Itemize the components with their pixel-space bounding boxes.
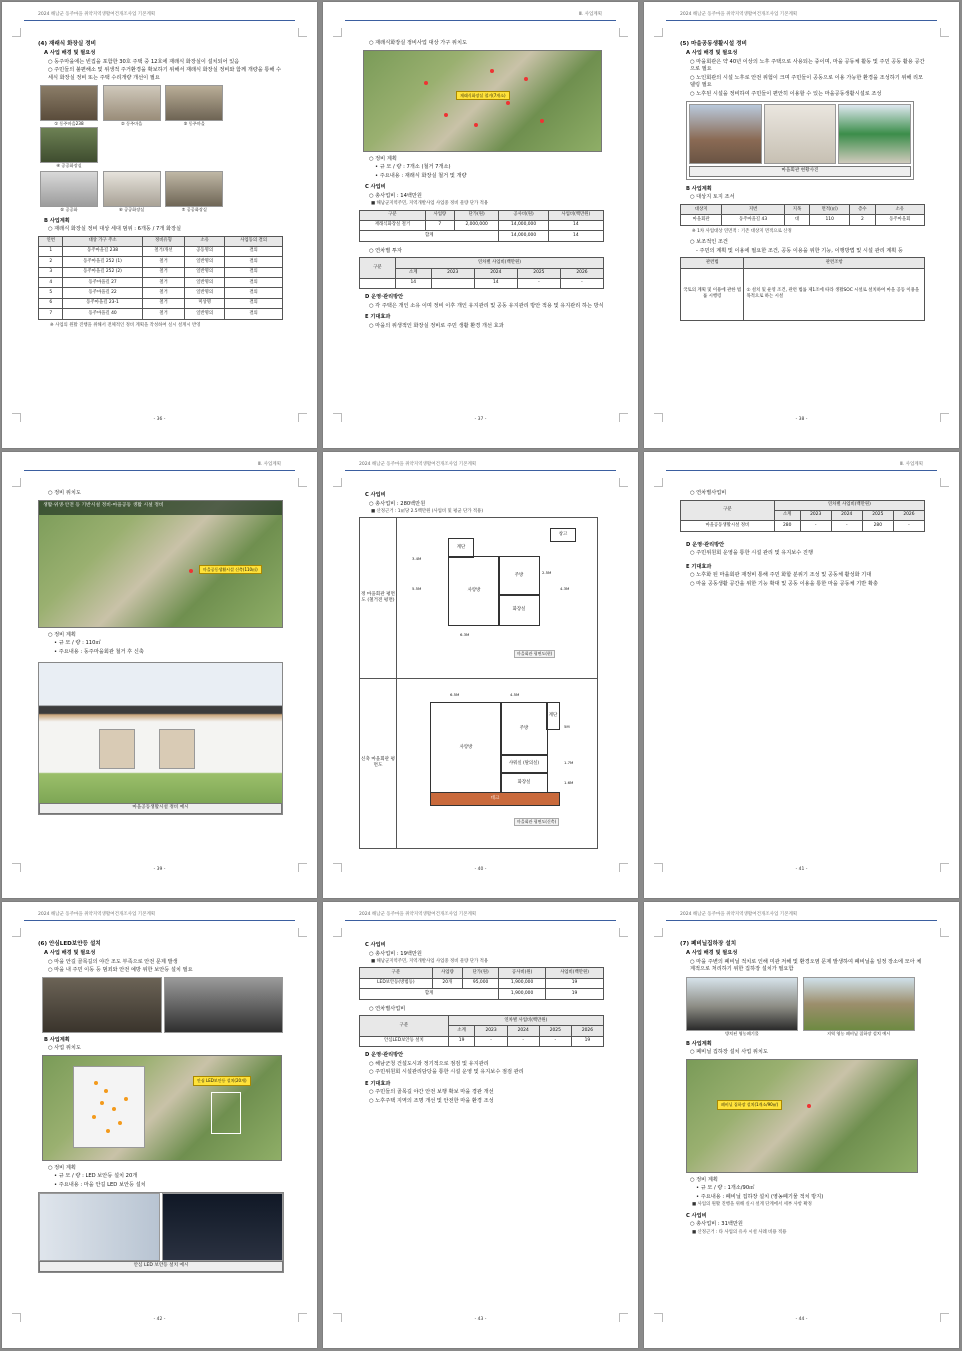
paragraph: ○ 연차별사업비 — [369, 1005, 406, 1012]
paragraph: • 주요내용 : 동주마을회관 철거 후 신축 — [54, 648, 144, 655]
table-row: 5 동주마을길 22 철거 일반명의 결의 — [39, 288, 283, 298]
page-40 — [323, 452, 638, 898]
photo: ⑦ 공공화장실 — [165, 171, 223, 213]
header-title: 2024 해남군 동주마을 취약지역생활여건개조사업 기본계획 — [359, 462, 477, 467]
map-label: 폐비닐 집하장 설치(1개소/90㎡) — [717, 1100, 782, 1110]
header-title: 2024 해남군 동주마을 취약지역생활여건개조사업 기본계획 — [359, 912, 477, 917]
aerial-map — [42, 1055, 282, 1161]
room: 샤워실 (탈의실) — [500, 754, 548, 774]
plan-caption: 마을회관 평면도(신축) — [514, 818, 559, 826]
photo: ② 동주마을 — [103, 85, 161, 127]
year-table: 구분 연차별 사업비(백만원) 소계 2023 2024 2025 2026 14 14 - - — [359, 257, 604, 289]
paragraph: ○ 마을의 위생적인 화장실 정비로 주민 생활 환경 개선 효과 — [369, 322, 504, 329]
photo: 지역 영농 폐비닐 집하장 설치 예시 — [803, 977, 915, 1037]
room: 화장실 — [500, 772, 548, 794]
section-title: (5) 마을공동생활시설 정비 — [680, 41, 747, 47]
subsection-title: E 기대효과 — [686, 563, 712, 570]
image-caption: 마을공동생활시설 정비 예시 — [39, 803, 282, 814]
page-number: - 36 - — [153, 417, 166, 422]
room: 데크 — [430, 792, 560, 806]
subsection-title: D 운영·관리방안 — [686, 541, 725, 548]
paragraph: ○ 각 주택은 개인 소유 이며 정비 이후 개인 유지관리 및 공동 유지관리 방안 적용 및 유지관리 하는 방식 — [369, 302, 604, 309]
paragraph: ○ 해남군청 건설도시과 정기적으로 점검 및 유지관리 — [369, 1060, 489, 1067]
subsection-title: A 사업 배경 및 필요성 — [44, 50, 96, 57]
header-section: Ⅲ. 사업계획 — [899, 462, 923, 467]
map-label: 재래식화장실 철거(7개소) — [456, 91, 510, 101]
room: 계단 — [546, 702, 560, 730]
note: ■ 해남군지역주민, 지역개발사업 사업중 정비 물량 단가 적용 — [371, 959, 489, 965]
page-number: - 37 - — [474, 417, 487, 422]
room: 주방 — [498, 556, 540, 596]
paragraph: ○ 사업 위치도 — [48, 1045, 81, 1052]
page-37 — [323, 2, 638, 448]
room: 사랑방 — [448, 556, 500, 626]
subsection-title: C 사업비 — [365, 492, 386, 498]
table-row: LED보안등(방범등) 20개 95,000 1,900,000 19 — [360, 978, 604, 988]
note: ※ 사업의 원활 진행을 위해서 전체적인 정비 계획을 작성하여 실시 설계시 반영 — [50, 322, 201, 328]
paragraph: ○ 노후화 된 마을회관 재정비 통해 주민 화합 분위기 조성 및 공동체 활성화 기대 — [690, 572, 872, 579]
photo: ③ 동주마을 — [165, 85, 223, 127]
target-table: 연번 대상 가구 주소 정비유형 소유 사업동의 결의 1 동주마을길 238 철거/개선 공동명의 결의 2 동주마을길 252 (1) 철거 일반명의 결의 3 동주마을길 252 (2) 철거 일반명의 결의 4 동주마을길 27 철거 일반명의 결의 5 동주마을길 22 철거 일반명의 결의 6 동주마을길 23-1 철거 미상명 결의 7 동주마을길 40 철거 일반명의 결의 — [38, 236, 283, 320]
table-row: 마을공동생활시설 정비 280 - - 280 - — [681, 521, 925, 531]
table-row: 합계 1,900,000 19 — [360, 989, 604, 999]
page-43 — [323, 902, 638, 1348]
page-number: - 39 - — [153, 867, 166, 872]
cost-table: 구분 사업량 단가(원) 공사비(원) 사업비(백만원) LED보안등(방범등) 20개 95,000 1,900,000 19 합계 1,900,000 19 — [359, 967, 604, 999]
paragraph: ○ 보조적인 조건 — [690, 239, 728, 246]
paragraph: ○ 마을 공동생활 공간을 위한 기능 확대 및 공동 이용을 통한 마을 공동체 기반 확충 — [690, 580, 878, 587]
subsection-title: C 사업비 — [365, 184, 386, 191]
paragraph: ○ 총사업비 : 31백만원 — [690, 1221, 743, 1228]
subsection-title: A 사업 배경 및 필요성 — [44, 950, 96, 957]
year-table: 구분 연차별 사업비(백만원) 소계 2023 2024 2025 2026 마을공동생활시설 정비 280 - - 280 - — [680, 500, 925, 532]
subsection-title: B 사업계획 — [44, 217, 70, 224]
subsection-title: D 운영·관리방안 — [365, 1052, 404, 1059]
paragraph: ○ 주민위원회 운영을 통한 시설 관리 및 유지보수 진행 — [690, 550, 813, 557]
paragraph: • 규 모 / 량 : LED 보안등 설치 20개 — [54, 1173, 138, 1180]
table-row: 재래식화장실 철거 7 2,000,000 14,000,000 14 — [360, 220, 604, 230]
note: ■ 산정근거 : 타 사업의 유사 시설 사례 비용 적용 — [692, 1229, 787, 1235]
subsection-title: A 사업 배경 및 필요성 — [686, 950, 738, 957]
paragraph: ○ 정비 계획 — [369, 155, 397, 162]
floorplan-table — [359, 517, 598, 849]
subsection-title: A 사업 배경 및 필요성 — [686, 50, 738, 57]
table-row: 2 동주마을길 252 (1) 철거 일반명의 결의 — [39, 257, 283, 267]
floor-plan-new: 사랑방 주방 화장실 샤워실 (탈의실) 계단 데크 6.5M 4.5M 5M 1.7M 1.6M 마을회관 평면도(신축) — [410, 688, 580, 840]
table-row: 마을회관 동주마을길 43 대 110 2 동주마을회 — [681, 215, 925, 225]
paragraph: ○ 노후된 시설을 정비하여 주민들이 편안히 이용할 수 있는 마을공동생활시설로 조성 — [690, 90, 882, 97]
room: 창고 — [550, 528, 576, 542]
paragraph: ○ 노후주택 지역의 조명 개선 및 안전한 마을 환경 조성 — [369, 1097, 494, 1104]
paragraph: ○ 재래식화장실 정비사업 대상 가구 위치도 — [369, 40, 467, 46]
room: 화장실 — [498, 594, 540, 626]
page-42 — [2, 902, 317, 1348]
paragraph: ○ 총사업비 : 19백만원 — [369, 950, 422, 957]
paragraph: ○ 노인회관의 시설 노후로 안전 위험이 크며 주민들이 공동으로 이용 가능한 환경을 조성하기 위해 리모델링 필요 — [690, 74, 924, 89]
table-row: 6 동주마을길 23-1 철거 미상명 결의 — [39, 298, 283, 308]
row-label: 정 마을회관 평면도 (철거전 평면) — [360, 518, 397, 679]
page-38 — [644, 2, 959, 448]
table-row: 7 동주마을길 40 철거 일반명의 결의 — [39, 309, 283, 319]
paragraph: - 주민의 계획 및 이용에 필요한 조건, 공동 이용을 위한 기능, 이행방법 및 시설 관리 계획 등 — [696, 247, 903, 254]
table-row: 3 동주마을길 252 (2) 철거 일반명의 결의 — [39, 267, 283, 277]
header-section: Ⅲ. 사업계획 — [578, 12, 602, 17]
paragraph: • 주요내용 : 재래식 화장실 철거 및 개량 — [375, 172, 467, 179]
note: ■ 산정근거 : 1㎡당 2.5백만원 (사업비 및 평균 단가 적용) — [371, 509, 484, 515]
aerial-map — [363, 50, 602, 152]
paragraph: ○ 동주마을에는 빈집을 포함한 30호 주택 중 12호에 재래식 화장실이 설치되어 있음 — [48, 58, 240, 65]
header-title: 2024 해남군 동주마을 취약지역생활여건개조사업 기본계획 — [680, 912, 798, 917]
paragraph: ○ 주민들의 골목길 야간 안전 보행 확보 마을 경관 개선 — [369, 1089, 494, 1096]
table-row: 1 동주마을길 238 철거/개선 공동명의 결의 — [39, 246, 283, 256]
photo: ① 동주마을238 — [40, 85, 98, 127]
subsection-title: B 사업계획 — [686, 1040, 712, 1047]
paragraph: ○ 마을 안길 골목길의 야간 조도 부족으로 안전 문제 발생 — [48, 958, 178, 965]
paragraph: ○ 정비 계획 — [48, 1164, 76, 1171]
paragraph: ○ 대상지 토지 조서 — [690, 194, 735, 201]
map-label: 마을공동생활시설 신축(110㎡) — [199, 565, 262, 575]
row-label: 신축 마을회관 평면도 — [360, 678, 397, 848]
table-row: 국토의 계획 및 이용에 관한 법률 시행령 ① 설치 및 운영 조건, 관련 법률 제1조에 따라 생활SOC 시설로 설치하여 마을 공동 이용을 목적으로 하는 시설 — [681, 268, 925, 320]
header-title: 2024 해남군 동주마을 취약지역생활여건개조사업 기본계획 — [38, 12, 156, 17]
page-41 — [644, 452, 959, 898]
subsection-title: B 사업계획 — [44, 1036, 70, 1043]
photo: ④ 공공화장실 — [40, 127, 98, 169]
subsection-title: E 기대효과 — [365, 314, 391, 321]
aerial-map — [38, 500, 283, 628]
aerial-map — [686, 1059, 918, 1173]
map-banner: 생활·위생·안전 등 기반시설 정비-마을공동 생활 시설 정비 — [39, 501, 282, 515]
paragraph: ○ 정비 계획 — [48, 631, 76, 638]
photo-group — [686, 101, 914, 180]
section-title: (4) 재래식 화장실 정비 — [38, 41, 97, 47]
page-number: - 42 - — [153, 1317, 166, 1322]
paragraph: ○ 연차별사업비 — [690, 490, 727, 496]
header-title: 2024 해남군 동주마을 취약지역생활여건개조사업 기본계획 — [38, 912, 156, 917]
subsection-title: E 기대효과 — [365, 1080, 391, 1087]
page-39 — [2, 452, 317, 898]
paragraph: ○ 정비 계획 — [690, 1176, 718, 1183]
paragraph: ○ 마을회관은 약 40년 이상의 노후 주택으로 사용되는 중이며, 마을 공동체 활동 및 주민 공동 활용 공간으로 필요 — [690, 58, 925, 73]
paragraph: ○ 마을 내 주민 이동 등 범죄와 안전 예방 위한 보안등 설치 필요 — [48, 967, 193, 974]
paragraph: ○ 주민들의 불편해소 및 위생적 주거환경을 확보하기 위해서 재래식 화장실 정비와 함께 개량을 통해 수세식 화장실 정비 또는 주택 수리개량 개선이 필요 — [48, 67, 282, 81]
page-number: - 44 - — [795, 1317, 808, 1322]
paragraph: ○ 주민위원회 시설관리담당을 통한 시설 운영 및 유지보수 점검 관리 — [369, 1069, 524, 1076]
paragraph: • 규 모 / 량 : 1개소/90㎡ — [696, 1185, 755, 1192]
subsection-title: D 운영·관리방안 — [365, 294, 404, 301]
paragraph: ○ 연차별 투자 — [369, 247, 402, 254]
page-number: - 38 - — [795, 417, 808, 422]
year-table: 구분 연차별 사업비(백만원) 소계 2023 2024 2025 2026 안심LED보안등 설치 19 - - - 19 — [359, 1015, 604, 1047]
paragraph: ○ 재래식 화장실 정비 대상 세대 범위 : 6개동 / 7개 화장실 — [48, 226, 181, 233]
photo-group — [38, 1192, 284, 1273]
room: 주방 — [500, 702, 548, 756]
paragraph: ○ 마을 주변의 폐비닐 적치로 인해 미관 저해 및 환경오염 문제 발생하여 폐비닐을 일정 장소에 모아 체계적으로 처리하기 위한 집하장 설치가 필요함 — [690, 958, 922, 973]
paragraph: ○ 정비 위치도 — [48, 490, 81, 496]
floor-plan-existing: 사랑방 주방 화장실 창고 계단 5.5M 3.4M 6.3M 4.3M 2.5M 마을회관 평면도(현) — [410, 526, 580, 668]
paragraph: • 주요내용 : 마을 안길 LED 보안등 설치 — [54, 1181, 146, 1188]
table-row: 4 동주마을길 27 철거 일반명의 결의 — [39, 278, 283, 288]
photo-caption: 마을회관 현황사진 — [689, 166, 911, 177]
photo: 방치된 영농폐기물 — [686, 977, 798, 1037]
photo: ⑤ 공공화 — [40, 171, 98, 213]
table-row: 합계 14,000,000 14 — [360, 231, 604, 241]
photo-group — [42, 977, 283, 1033]
section-title: (6) 안심LED보안등 설치 — [38, 941, 101, 947]
page-44 — [644, 902, 959, 1348]
plan-caption: 마을회관 평면도(현) — [514, 650, 555, 658]
photo: ⑥ 공공화장실 — [103, 171, 161, 213]
note: ■ 해남군지역주민, 지역개발사업 사업중 정비 물량 단가 적용 — [371, 201, 489, 207]
law-table: 관련법 관련조항 국토의 계획 및 이용에 관한 법률 시행령 ① 설치 및 운영 조건, 관련 법률 제1조에 따라 생활SOC 시설로 설치하여 마을 공동 이용을 목적으로 하는 시설 — [680, 257, 925, 320]
page-number: - 40 - — [474, 867, 487, 872]
note: ■ 사업의 원활 진행을 위해 실시 설계 단계에서 세부 사항 확정 — [692, 1202, 812, 1208]
note: ※ 1차 사업대상 연면적 : 기존 대상지 면적으로 산정 — [692, 228, 792, 234]
paragraph: ○ 총사업비 : 280백만원 — [369, 500, 426, 507]
render-image — [38, 662, 283, 815]
paragraph: ○ 총사업비 : 14백만원 — [369, 192, 422, 199]
section-title: (7) 폐비닐집하장 설치 — [680, 941, 737, 947]
subsection-title: B 사업계획 — [686, 185, 712, 192]
page-number: - 41 - — [795, 867, 808, 872]
subsection-title: C 사업비 — [365, 942, 386, 948]
paragraph: • 규 모 / 량 : 7개소 (철거 7개소) — [375, 164, 451, 171]
room: 계단 — [448, 538, 474, 558]
page-36 — [2, 2, 317, 448]
paragraph: • 주요내용 : 폐비닐 집하장 설치 (영농폐기물 적치 방지) — [696, 1193, 824, 1200]
paragraph: ○ 폐비닐 집하장 설치 사업 위치도 — [690, 1049, 768, 1056]
header-section: Ⅲ. 사업계획 — [257, 462, 281, 467]
subsection-title: C 사업비 — [686, 1212, 707, 1219]
table-row: 안심LED보안등 설치 19 - - - 19 — [360, 1036, 604, 1046]
table-row: 14 14 - - — [360, 278, 604, 288]
photo-caption: 안심 LED 보안등 설치 예시 — [39, 1261, 283, 1272]
header-title: 2024 해남군 동주마을 취약지역생활여건개조사업 기본계획 — [680, 12, 798, 17]
cost-table: 구분 사업량 단가(원) 공사비(원) 사업비(백만원) 재래식화장실 철거 7 2,000,000 14,000,000 14 합계 14,000,000 14 — [359, 210, 604, 242]
land-table: 대상지 지번 지목 면적(㎡) 층수 소유 마을회관 동주마을길 43 대 110 2 동주마을회 — [680, 204, 925, 226]
room: 사랑방 — [430, 702, 502, 794]
paragraph: • 규 모 / 량 : 110㎡ — [54, 640, 101, 647]
map-label: 안심 LED보안등 설치(20개) — [193, 1076, 251, 1086]
page-number: - 43 - — [474, 1317, 487, 1322]
